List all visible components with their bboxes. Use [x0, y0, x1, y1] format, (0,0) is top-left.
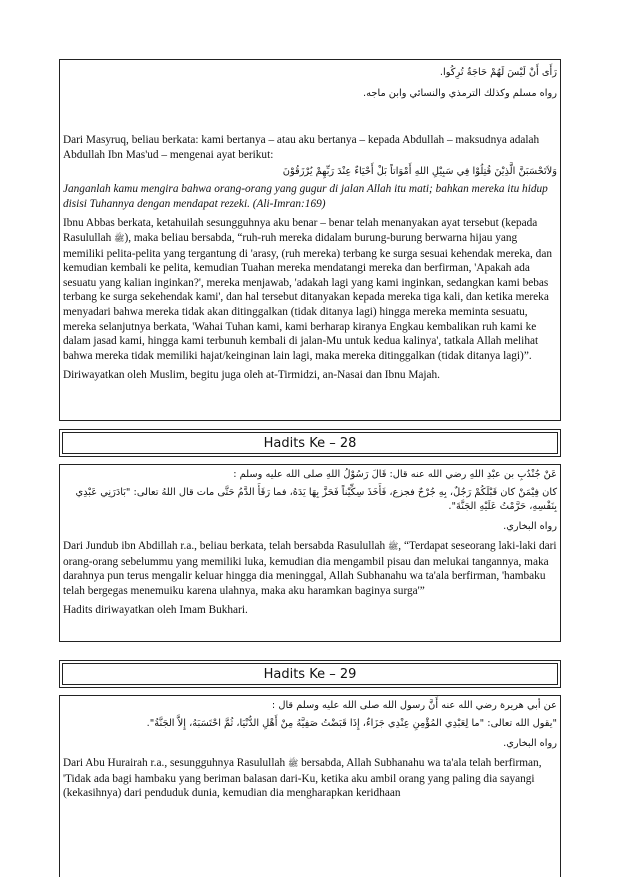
paragraph-part-1: Dari Jundub ibn Abdillah r.a., beliau berkata, telah bersabda Rasulullah: [63, 540, 386, 552]
quran-verse-arabic: وَلاَتَحْسَبَنَّ الَّذِيْنَ قُتِلُوْا فِي سَبِيْلِ اللهِ أَمْوَاتاً بَلْ أَحْيَاءٌ عِنْدَ رَبِّهِمْ يُرْزَقُوْنَ: [282, 166, 557, 178]
hadith-27-body: [59, 59, 561, 421]
verse-translation-text: Janganlah kamu mengira bahwa orang-orang yang gugur di jalan Allah itu mati; bahkan mereka itu hidup disisi Tuhannya dengan mendapat rezeki.: [63, 183, 548, 210]
hadith-29-title-frame: [59, 660, 561, 688]
arabic-narrators: رواه مسلم وكذلك الترمذي والنسائي وابن ماجه.: [363, 88, 557, 99]
jundub-paragraph: [63, 539, 557, 598]
narration-note: Diriwayatkan oleh Muslim, begitu juga oleh at-Tirmidzi, an-Nasai dan Ibnu Majah.: [63, 369, 441, 382]
hadith-29-title: Hadits Ke – 29: [62, 663, 558, 685]
paragraph-part-2: ), maka beliau bersabda, “ruh-ruh mereka didalam burung-burung berwarna hijau yang memiliki pelita-pelita yang tergantung di 'arasy, (ruh mereka) terbang ke surga sesuai kehendak mereka, dan kemudian kembali ke pelita, kemudian Tuahan mereka mendatangi mereka dan berfirman, 'Apakah ada sesuatu yang kalian inginkan?', mereka menjawab, 'adakah lagi yang kami inginkan, sedangkan kami bebas terbang ke surga sekehendak kami', dan hal tersebut ditanyakan kepada mereka tiga kali, dan ketika mereka menyadari bahwa mereka tidak akan ditinggalkan (tidak ditanya lagi) hingga mereka meminta sesuatu, mereka selanjutnya berkata, 'Wahai Tuhan kami, kami berharap kiranya Engkau kembalikan ruh kami ke dalam jasad kami, hingga kami terbunuh kembali di jalan-Mu untuk kedua kalinya', tatkala Allah melihat bahwa mereka tidak memiliki hajat/keinginan lain lagi, maka mereka ditinggalkan (tidak ditanya lagi)”.: [63, 231, 552, 362]
paragraph-part-2: bersabda, Allah Subhanahu wa ta'ala telah berfirman, 'Tidak ada bagi hambaku yang beriman balasan dari-Ku, ketika aku ambil orang yang paling dia sayangi (kekasihnya) dari penduduk dunia, kemudian dia mengharapkan keridhaan: [63, 757, 542, 800]
saw-symbol: ﷺ: [287, 759, 299, 769]
hadith-28-title-frame: [59, 429, 561, 457]
ibnu-abbas-paragraph: [63, 216, 557, 363]
verse-translation: [63, 182, 557, 211]
masyruq-paragraph: Dari Masyruq, beliau berkata: kami bertanya – atau aku bertanya – kepada Abdullah – maksudnya adalah Abdullah Ibn Mas'ud – mengenai ayat berikut:: [63, 134, 540, 161]
saw-symbol: ﷺ: [388, 542, 399, 552]
arabic-matn: كان فِيْمَنْ كان قَبْلَكُمْ رَجُلٌ، بِهِ جُرْحٌ فجزع، فَأَخَذَ سِكِّيْناً فَحَزَّ بِهَا يَدَهُ، فما رَقَأَ الدَّمُ حَتَّى مات قال اللهُ تعالى: "بَادَرَنِي عَبْدِي بِنَفْسِهِ، حَرَّمْتُ عَلَيْهِ الجَنَّةَ".: [75, 487, 557, 512]
arabic-source: رواه البخاري.: [503, 521, 557, 532]
arabic-matn: "يقول الله تعالى: "ما لِعَبْدِي المُؤْمِنِ عِنْدِي جَزَاءٌ، إِذَا قَبَضْتُ صَفِيَّهُ مِنْ أَهْلِ الدُّنْيَا، ثُمَّ احْتَسَبَهُ، إِلاَّ الجَنَّةُ".: [146, 718, 557, 729]
hadith-28-body: [59, 464, 561, 642]
hadith-28-title: Hadits Ke – 28: [62, 432, 558, 454]
arabic-source: رواه البخاري.: [503, 738, 557, 749]
arabic-closing-line: رَأَى أَنْ لَيْسَ لَهُمْ حَاجَةٌ تُرِكُوا.: [439, 67, 557, 78]
abu-hurairah-paragraph: [63, 756, 557, 801]
verse-reference: (Ali-Imran:169): [252, 197, 326, 210]
arabic-isnad: عَنْ جُنْدُبِ بن عبْدِ اللهِ رضي الله عنه قال: قَالَ رَسُوْلُ اللهِ صلى الله عليه وسلم :: [233, 469, 557, 480]
saw-symbol: ﷺ: [114, 233, 125, 244]
arabic-isnad: عن أبي هريرة رضي الله عنه أَنَّ رسول الله صلى الله عليه وسلم قال :: [271, 700, 557, 711]
bukhari-note: Hadits diriwayatkan oleh Imam Bukhari.: [63, 604, 248, 617]
hadith-29-body: [59, 695, 561, 877]
paragraph-part-2: , “Terdapat seseorang laki-laki dari orang-orang sebelummu yang memiliki luka, kemudian dia mengambil pisau dan melukai tangannya, maka darahnya pun terus mengalir keluar hingga dia meninggal, Allah Subhanahu wa ta'ala berfirman, 'hambaku telah bergegas menemuiku karena ulahnya, maka aku haramkan baginya surga'”: [63, 540, 557, 597]
paragraph-part-1: Dari Abu Hurairah r.a., sesungguhnya Rasulullah: [63, 757, 286, 769]
paragraph-part-1: Ibnu Abbas berkata, ketahuilah sesungguhnya aku benar – benar telah menanyakan ayat tersebut (kepada Rasulullah: [63, 217, 538, 244]
